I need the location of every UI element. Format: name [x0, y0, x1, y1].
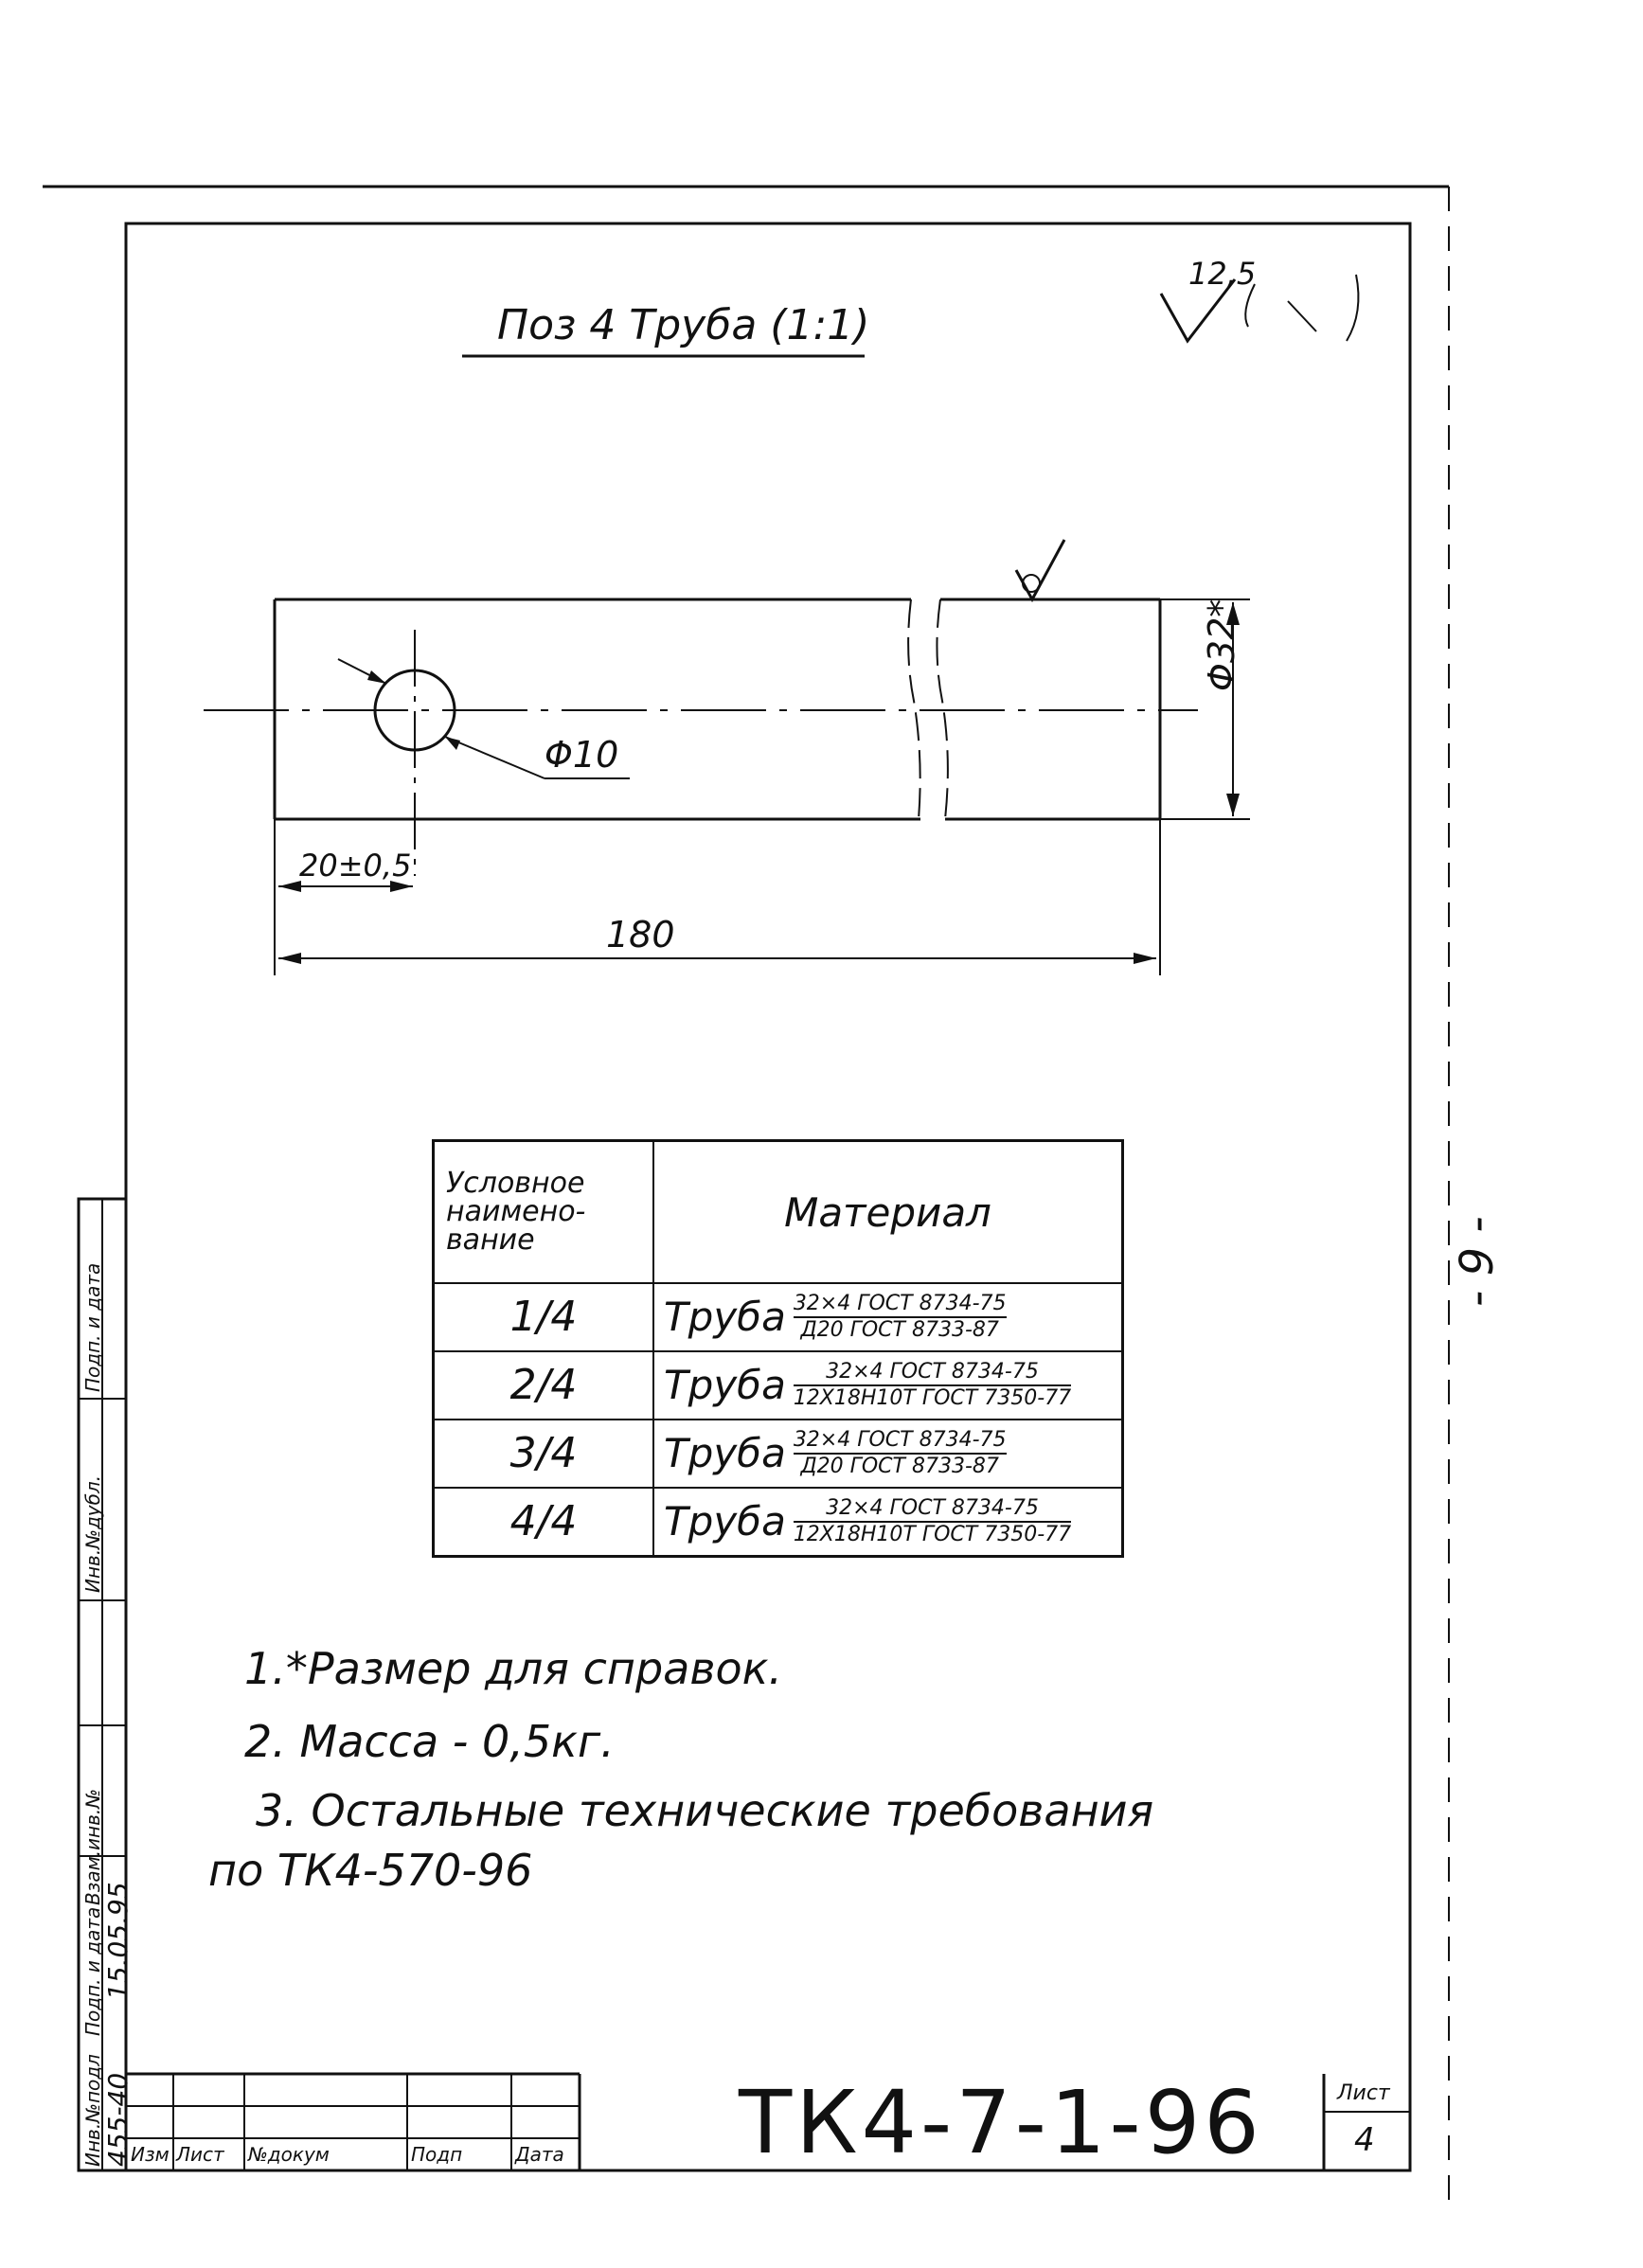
- pipe-label: Труба: [664, 1430, 786, 1477]
- note-2: 2. Масса - 0,5кг.: [244, 1716, 615, 1767]
- pipe-view: [204, 540, 1250, 975]
- material-bottom: 12Х18Н10Т ГОСТ 7350-77: [793, 1385, 1072, 1410]
- header-code-line: вание: [446, 1223, 535, 1257]
- tb-label-change: Изм: [131, 2143, 170, 2166]
- table-row: [434, 1283, 1123, 1351]
- material-top: 32×4 ГОСТ 8734-75: [794, 1496, 1071, 1523]
- side-stamp-sign-label: Подп. и дата: [81, 1906, 104, 2036]
- material-fraction: [794, 1428, 1007, 1479]
- table-row: [434, 1488, 1123, 1557]
- material-top: 32×4 ГОСТ 8734-75: [794, 1360, 1071, 1386]
- document-code: ТК4-7-1-96: [739, 2072, 1263, 2173]
- material-table: [432, 1139, 1124, 1558]
- drawing-title: Поз 4 Труба (1:1): [497, 301, 870, 349]
- material-fraction: [794, 1496, 1071, 1547]
- side-stamp-replace-label: Взам.инв.№: [81, 1788, 104, 1905]
- header-material-cell: Материал: [653, 1141, 1123, 1284]
- table-row: [434, 1351, 1123, 1420]
- material-bottom: Д20 ГОСТ 8733-87: [800, 1454, 999, 1478]
- pipe-label: Труба: [664, 1362, 786, 1409]
- material-fraction: [794, 1292, 1007, 1343]
- material-top: 32×4 ГОСТ 8734-75: [794, 1428, 1007, 1455]
- material-cell: [653, 1351, 1123, 1420]
- code-cell: 3/4: [434, 1420, 654, 1488]
- material-cell: [653, 1283, 1123, 1351]
- code-cell: 1/4: [434, 1283, 654, 1351]
- side-stamp-date: 15.05.95: [102, 1882, 134, 2000]
- material-bottom: Д20 ГОСТ 8733-87: [800, 1317, 999, 1342]
- material-bottom: 12Х18Н10Т ГОСТ 7350-77: [793, 1522, 1072, 1546]
- side-stamp-inv-label: Инв.№подл: [81, 2054, 104, 2167]
- side-stamp-dup-label: Инв.№дубл.: [81, 1474, 104, 1593]
- material-cell: [653, 1420, 1123, 1488]
- tb-label-sign: Подп: [411, 2143, 463, 2166]
- note-1: 1.*Размер для справок.: [244, 1643, 783, 1694]
- header-code-line: наимено-: [446, 1195, 586, 1228]
- header-code-cell: [434, 1141, 654, 1284]
- note-3-continued: по ТК4-570-96: [208, 1845, 533, 1896]
- tb-sheet-number: 4: [1354, 2121, 1375, 2159]
- material-fraction: [794, 1360, 1071, 1411]
- side-page-number: - 9 -: [1451, 1216, 1504, 1307]
- code-cell: 4/4: [434, 1488, 654, 1557]
- tb-sheet-label: Лист: [1337, 2081, 1390, 2105]
- outer-dia-label: Φ32*: [1201, 598, 1242, 691]
- header-code-line: Условное: [446, 1167, 585, 1200]
- side-stamp-inv-number: 455-40: [102, 2072, 134, 2167]
- table-row: [434, 1420, 1123, 1488]
- tb-label-docnum: №докум: [248, 2143, 330, 2166]
- offset-dim-label: 20±0,5: [299, 848, 412, 884]
- hole-dia-label: Φ10: [545, 734, 619, 776]
- code-cell: 2/4: [434, 1351, 654, 1420]
- material-top: 32×4 ГОСТ 8734-75: [794, 1292, 1007, 1318]
- tb-label-date: Дата: [515, 2143, 564, 2166]
- pipe-label: Труба: [664, 1294, 786, 1341]
- table-header-row: [434, 1141, 1123, 1284]
- pipe-label: Труба: [664, 1498, 786, 1545]
- length-dim-label: 180: [606, 914, 675, 955]
- tb-label-sheet: Лист: [176, 2143, 224, 2166]
- note-3: 3. Остальные технические требования: [256, 1785, 1154, 1836]
- material-cell: [653, 1488, 1123, 1557]
- roughness-value: 12,5: [1188, 256, 1257, 292]
- side-stamp-sign2-label: Подп. и дата: [81, 1262, 104, 1392]
